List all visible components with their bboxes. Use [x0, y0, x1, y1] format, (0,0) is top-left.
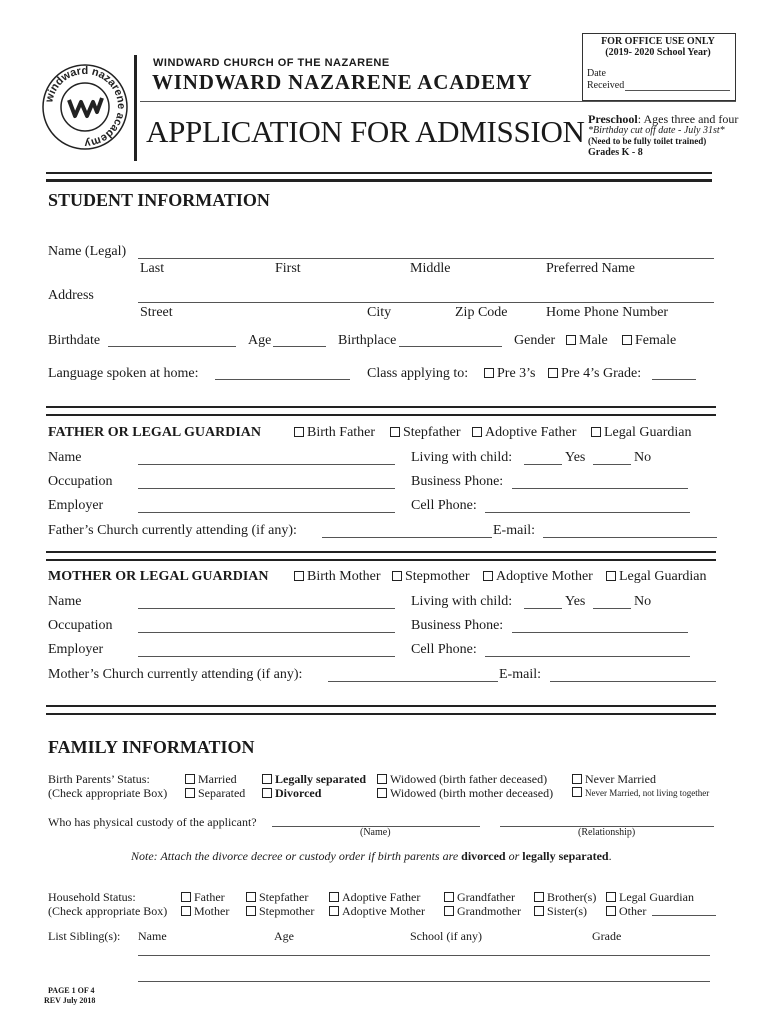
- mother-living-label: Living with child:: [411, 594, 513, 609]
- bp-legally-separated[interactable]: Legally separated: [262, 772, 366, 787]
- church-name: WINDWARD CHURCH OF THE NAZARENE: [153, 57, 390, 69]
- checkbox-icon: [390, 427, 400, 437]
- father-option-guardian[interactable]: Legal Guardian: [591, 425, 691, 441]
- gender-female[interactable]: Female: [622, 333, 676, 349]
- mother-option-adoptive[interactable]: Adoptive Mother: [483, 569, 593, 585]
- page-title: APPLICATION FOR ADMISSION: [146, 114, 585, 149]
- hh-stepmother[interactable]: Stepmother: [246, 904, 314, 919]
- name-legal-line[interactable]: [138, 258, 714, 259]
- father-occupation-line[interactable]: [138, 488, 395, 489]
- language-line[interactable]: [215, 379, 350, 380]
- father-no: No: [634, 450, 652, 465]
- mother-email-line[interactable]: [550, 681, 716, 682]
- hh-other-line[interactable]: [652, 915, 716, 916]
- mother-heading: MOTHER OR LEGAL GUARDIAN: [48, 569, 269, 584]
- mother-church-line[interactable]: [328, 681, 498, 682]
- siblings-line-2[interactable]: [138, 981, 710, 982]
- mother-option-guardian[interactable]: Legal Guardian: [606, 569, 706, 585]
- gender-male[interactable]: Male: [566, 333, 608, 349]
- checkbox-icon: [534, 906, 544, 916]
- father-heading: FATHER OR LEGAL GUARDIAN: [48, 425, 262, 440]
- address-sub-phone: Home Phone Number: [546, 305, 669, 320]
- father-option-adoptive[interactable]: Adoptive Father: [472, 425, 576, 441]
- mother-cell-phone-line[interactable]: [485, 656, 690, 657]
- father-occupation-label: Occupation: [48, 474, 113, 489]
- section-divider-1: [46, 406, 716, 416]
- siblings-col-name: Name: [138, 929, 167, 943]
- hh-other[interactable]: Other: [606, 904, 646, 919]
- checkbox-icon: [377, 774, 387, 784]
- office-received-label: Received: [587, 80, 625, 91]
- father-option-birth[interactable]: Birth Father: [294, 425, 375, 441]
- checkbox-icon: [294, 571, 304, 581]
- checkbox-icon: [185, 774, 195, 784]
- header-divider-vertical: [134, 55, 137, 161]
- father-yes: Yes: [565, 450, 586, 465]
- academy-logo: [40, 62, 130, 152]
- header-rule: [140, 101, 736, 102]
- birthdate-label: Birthdate: [48, 333, 101, 348]
- checkbox-icon: [472, 427, 482, 437]
- mother-living-yes-line[interactable]: [524, 608, 562, 609]
- father-business-phone-line[interactable]: [512, 488, 688, 489]
- hh-adoptive-father[interactable]: Adoptive Father: [329, 890, 420, 905]
- age-label: Age: [248, 333, 272, 348]
- preschool-ages: Preschool: Ages three and four: [588, 112, 739, 126]
- father-name-line[interactable]: [138, 464, 395, 465]
- age-line[interactable]: [273, 346, 326, 347]
- checkbox-icon: [392, 571, 402, 581]
- checkbox-icon: [444, 906, 454, 916]
- address-label: Address: [48, 288, 94, 303]
- preschool-grades: Grades K - 8: [588, 147, 643, 158]
- bp-never-married[interactable]: Never Married: [572, 772, 656, 787]
- svg-text:windward nazarene academy: windward nazarene academy: [43, 64, 128, 150]
- father-church-line[interactable]: [322, 537, 492, 538]
- class-label: Class applying to:: [367, 366, 469, 381]
- bp-status-label: Birth Parents’ Status:: [48, 772, 150, 786]
- class-pre4[interactable]: Pre 4’s Grade:: [548, 366, 641, 382]
- custody-relationship-caption: (Relationship): [578, 827, 636, 838]
- mother-living-no-line[interactable]: [593, 608, 631, 609]
- bp-never-married-apart[interactable]: Never Married, not living together: [572, 787, 709, 798]
- birthdate-line[interactable]: [108, 346, 236, 347]
- checkbox-icon: [294, 427, 304, 437]
- father-employer-line[interactable]: [138, 512, 395, 513]
- checkbox-icon: [534, 892, 544, 902]
- office-title: FOR OFFICE USE ONLY: [601, 36, 715, 47]
- custody-label: Who has physical custody of the applicant?: [48, 815, 257, 829]
- hh-father[interactable]: Father: [181, 890, 225, 905]
- checkbox-icon: [246, 892, 256, 902]
- siblings-col-school: School (if any): [410, 929, 482, 943]
- name-sub-last: Last: [140, 261, 165, 276]
- checkbox-icon: [484, 368, 494, 378]
- hh-sisters[interactable]: Sister(s): [534, 904, 587, 919]
- checkbox-icon: [591, 427, 601, 437]
- name-sub-first: First: [275, 261, 301, 276]
- footer-rev: REV July 2018: [44, 996, 96, 1005]
- mother-cell-phone-label: Cell Phone:: [411, 642, 477, 657]
- hh-mother[interactable]: Mother: [181, 904, 229, 919]
- hh-grandmother[interactable]: Grandmother: [444, 904, 521, 919]
- checkbox-icon: [185, 788, 195, 798]
- office-year: (2019- 2020 School Year): [605, 47, 711, 58]
- checkbox-icon: [262, 788, 272, 798]
- mother-option-step[interactable]: Stepmother: [392, 569, 470, 585]
- checkbox-icon: [606, 906, 616, 916]
- checkbox-icon: [483, 571, 493, 581]
- address-sub-city: City: [367, 305, 392, 320]
- father-living-yes-line[interactable]: [524, 464, 562, 465]
- father-email-label: E-mail:: [493, 523, 535, 538]
- office-received-line: [625, 90, 730, 91]
- gender-label: Gender: [514, 333, 556, 348]
- siblings-line-1[interactable]: [138, 955, 710, 956]
- section-divider-2: [46, 551, 716, 561]
- preschool-cutoff: *Birthday cut off date - July 31st*: [588, 125, 725, 136]
- bp-widowed-father[interactable]: Widowed (birth father deceased): [377, 772, 547, 787]
- bp-married[interactable]: Married: [185, 772, 237, 787]
- checkbox-icon: [444, 892, 454, 902]
- hh-stepfather[interactable]: Stepfather: [246, 890, 308, 905]
- address-line[interactable]: [138, 302, 714, 303]
- checkbox-icon: [181, 906, 191, 916]
- birthplace-label: Birthplace: [338, 333, 397, 348]
- father-living-no-line[interactable]: [593, 464, 631, 465]
- father-church-label: Father’s Church currently attending (if any):: [48, 523, 297, 538]
- custody-note: Note: Attach the divorce decree or custody order if birth parents are divorced or legally separated.: [131, 849, 612, 863]
- hh-brothers[interactable]: Brother(s): [534, 890, 596, 905]
- father-business-phone-label: Business Phone:: [411, 474, 504, 489]
- preschool-toilet: (Need to be fully toilet trained): [588, 136, 707, 146]
- father-living-label: Living with child:: [411, 450, 513, 465]
- birthplace-line[interactable]: [399, 346, 502, 347]
- checkbox-icon: [622, 335, 632, 345]
- hh-legal-guardian[interactable]: Legal Guardian: [606, 890, 694, 905]
- class-pre3[interactable]: Pre 3’s: [484, 366, 536, 382]
- bp-divorced[interactable]: Divorced: [262, 786, 321, 801]
- hh-adoptive-mother[interactable]: Adoptive Mother: [329, 904, 425, 919]
- academy-name: WINDWARD NAZARENE ACADEMY: [152, 70, 533, 94]
- family-heading: FAMILY INFORMATION: [48, 737, 255, 757]
- checkbox-icon: [606, 892, 616, 902]
- siblings-col-age: Age: [274, 929, 294, 943]
- hh-grandfather[interactable]: Grandfather: [444, 890, 515, 905]
- father-employer-label: Employer: [48, 498, 104, 513]
- checkbox-icon: [262, 774, 272, 784]
- name-legal-label: Name (Legal): [48, 244, 127, 259]
- father-email-line[interactable]: [543, 537, 717, 538]
- mother-name-label: Name: [48, 594, 82, 609]
- language-label: Language spoken at home:: [48, 366, 199, 381]
- checkbox-icon: [329, 906, 339, 916]
- mother-occupation-line[interactable]: [138, 632, 395, 633]
- checkbox-icon: [246, 906, 256, 916]
- section-divider-3: [46, 705, 716, 715]
- siblings-label: List Sibling(s):: [48, 929, 121, 943]
- mother-employer-label: Employer: [48, 642, 104, 657]
- checkbox-icon: [572, 787, 582, 797]
- address-sub-street: Street: [140, 305, 173, 320]
- mother-church-label: Mother’s Church currently attending (if any):: [48, 667, 303, 682]
- mother-occupation-label: Occupation: [48, 618, 113, 633]
- mother-name-line[interactable]: [138, 608, 395, 609]
- name-sub-preferred: Preferred Name: [546, 261, 636, 276]
- bp-separated[interactable]: Separated: [185, 786, 245, 801]
- mother-employer-line[interactable]: [138, 656, 395, 657]
- mother-no: No: [634, 594, 652, 609]
- father-option-step[interactable]: Stepfather: [390, 425, 461, 441]
- name-sub-middle: Middle: [410, 261, 451, 276]
- custody-name-caption: (Name): [360, 827, 391, 838]
- bp-check-label: (Check appropriate Box): [48, 786, 168, 800]
- checkbox-icon: [181, 892, 191, 902]
- household-check-label: (Check appropriate Box): [48, 904, 168, 918]
- office-date-label: Date: [587, 68, 606, 79]
- mother-business-phone-line[interactable]: [512, 632, 688, 633]
- mother-email-label: E-mail:: [499, 667, 541, 682]
- checkbox-icon: [329, 892, 339, 902]
- address-sub-zip: Zip Code: [455, 305, 508, 320]
- father-cell-phone-label: Cell Phone:: [411, 498, 477, 513]
- mother-business-phone-label: Business Phone:: [411, 618, 504, 633]
- siblings-col-grade: Grade: [592, 929, 622, 943]
- household-label: Household Status:: [48, 890, 136, 904]
- checkbox-icon: [566, 335, 576, 345]
- father-name-label: Name: [48, 450, 82, 465]
- checkbox-icon: [377, 788, 387, 798]
- father-cell-phone-line[interactable]: [485, 512, 690, 513]
- checkbox-icon: [606, 571, 616, 581]
- footer-page: PAGE 1 OF 4: [48, 986, 95, 995]
- mother-option-birth[interactable]: Birth Mother: [294, 569, 381, 585]
- checkbox-icon: [572, 774, 582, 784]
- checkbox-icon: [548, 368, 558, 378]
- header-double-rule: [46, 172, 712, 182]
- grade-line[interactable]: [652, 379, 696, 380]
- student-heading: STUDENT INFORMATION: [48, 190, 270, 210]
- bp-widowed-mother[interactable]: Widowed (birth mother deceased): [377, 786, 553, 801]
- mother-yes: Yes: [565, 594, 586, 609]
